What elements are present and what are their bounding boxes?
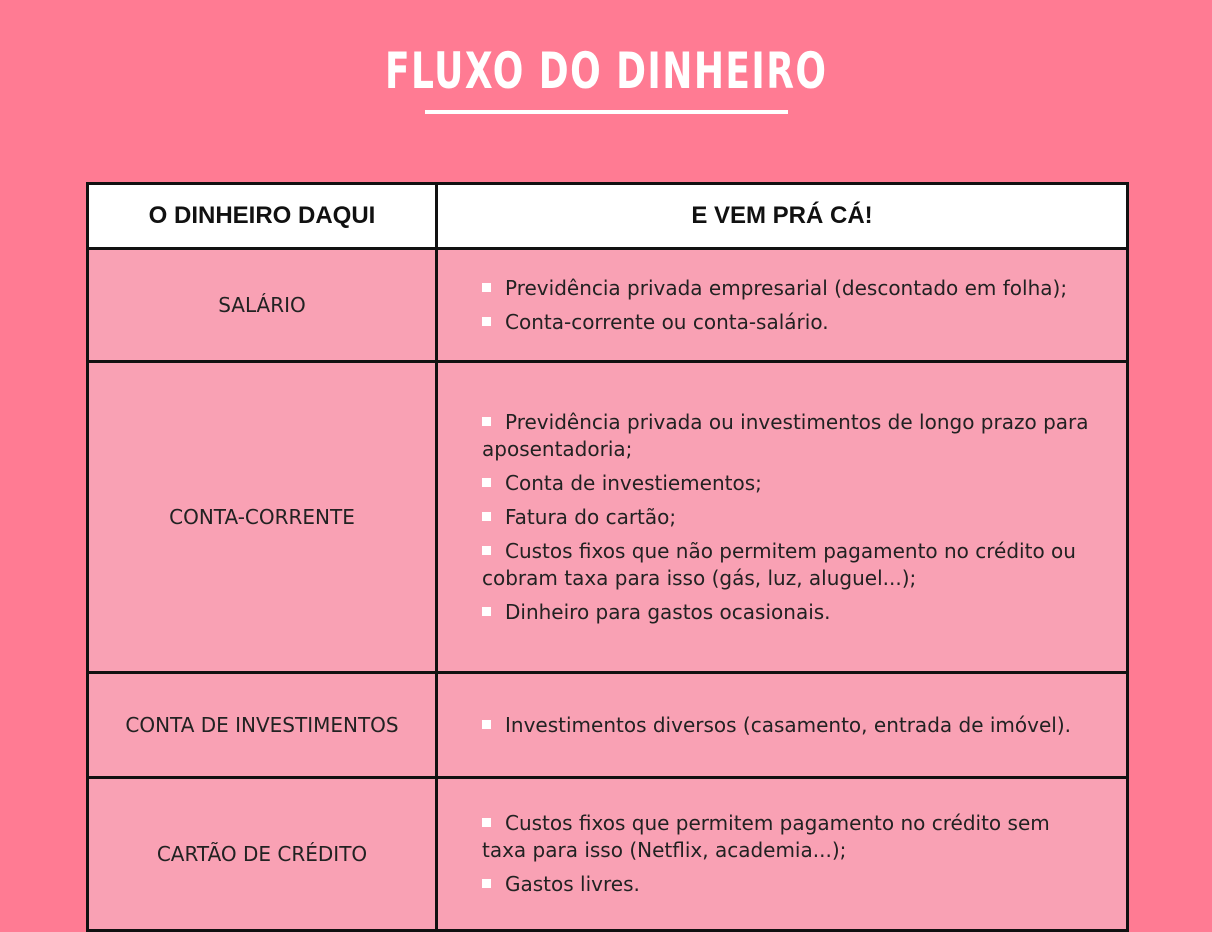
row-label: CONTA-CORRENTE (88, 362, 437, 673)
list-item (482, 470, 1096, 497)
header-destination: E VEM PRÁ CÁ! (437, 184, 1128, 249)
square-bullet-icon (482, 720, 491, 729)
title-wrap (0, 38, 1212, 104)
square-bullet-icon (482, 478, 491, 487)
table-row (88, 362, 1128, 673)
square-bullet-icon (482, 417, 491, 426)
table-row (88, 778, 1128, 931)
list-item-text: Investimentos diversos (casamento, entrada de imóvel). (505, 712, 1071, 737)
square-bullet-icon (482, 317, 491, 326)
square-bullet-icon (482, 512, 491, 521)
square-bullet-icon (482, 283, 491, 292)
list-item (482, 275, 1096, 302)
list-item (482, 309, 1096, 336)
row-items (437, 362, 1128, 673)
square-bullet-icon (482, 546, 491, 555)
square-bullet-icon (482, 879, 491, 888)
row-label: CARTÃO DE CRÉDITO (88, 778, 437, 931)
list-item (482, 538, 1096, 592)
list-item-text: Conta de investiementos; (505, 470, 762, 495)
list-item (482, 810, 1096, 864)
list-item (482, 409, 1096, 463)
list-item-text: Gastos livres. (505, 872, 640, 896)
row-items (437, 778, 1128, 931)
table-row (88, 249, 1128, 362)
list-item (482, 712, 1096, 739)
list-item-text: Custos fixos que permitem pagamento no crédito sem taxa para isso (Netflix, academia...); (482, 811, 1050, 862)
row-label: CONTA DE INVESTIMENTOS (88, 673, 437, 778)
row-items (437, 673, 1128, 778)
list-item-text: Dinheiro para gastos ocasionais. (505, 599, 831, 624)
list-item-text: Custos fixos que não permitem pagamento no crédito ou cobram taxa para isso (gás, luz, aluguel...); (482, 538, 1076, 590)
row-items (437, 249, 1128, 362)
row-label: SALÁRIO (88, 249, 437, 362)
square-bullet-icon (482, 818, 491, 827)
table-row (88, 673, 1128, 778)
header-source: O DINHEIRO DAQUI (88, 184, 437, 249)
list-item-text: Previdência privada empresarial (descontado em folha); (505, 275, 1068, 300)
table-header-row (88, 184, 1128, 249)
money-flow-table (86, 182, 1129, 932)
square-bullet-icon (482, 607, 491, 616)
list-item (482, 504, 1096, 531)
list-item (482, 871, 1096, 898)
title-underline (425, 110, 788, 114)
list-item-text: Fatura do cartão; (505, 504, 677, 529)
list-item (482, 599, 1096, 626)
list-item-text: Previdência privada ou investimentos de longo prazo para aposentadoria; (482, 409, 1089, 461)
page-title: FLUXO DO DINHEIRO (384, 42, 828, 100)
list-item-text: Conta-corrente ou conta-salário. (505, 309, 829, 334)
